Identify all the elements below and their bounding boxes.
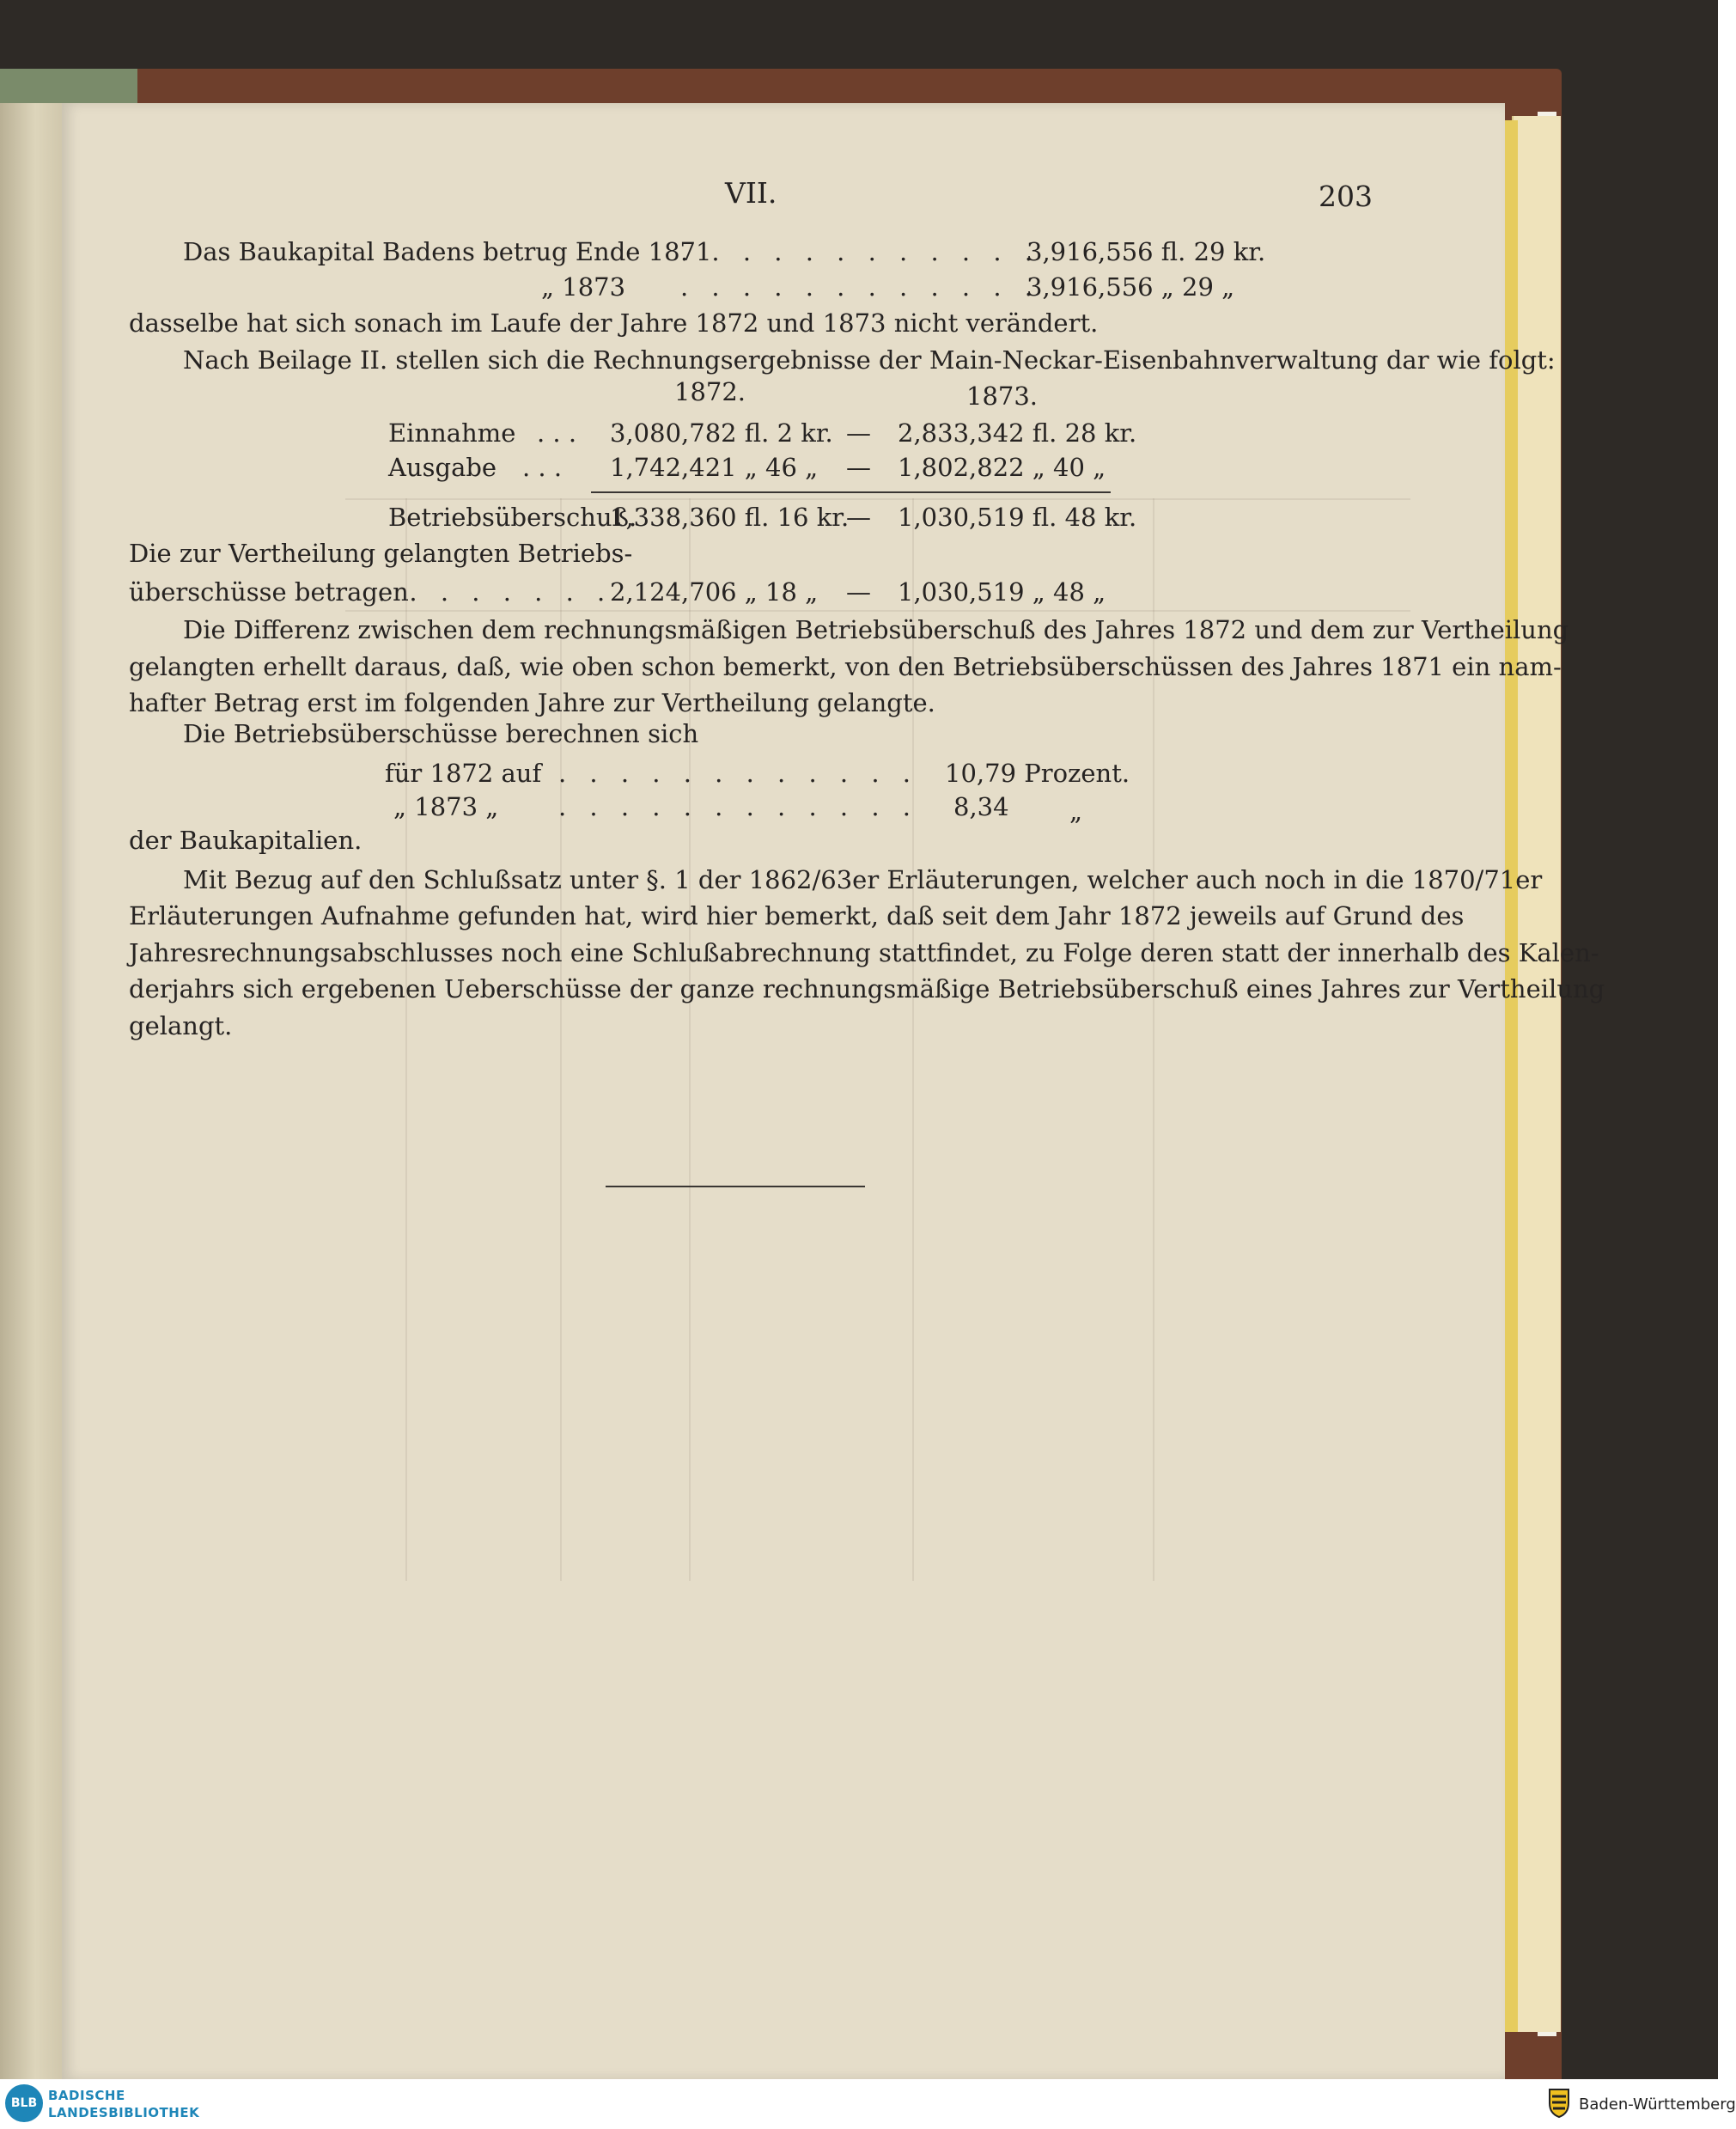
results-row-1873: 2,833,342 fl. 28 kr. — [898, 418, 1137, 448]
chapter-heading: VII. — [725, 176, 777, 210]
difference-line-3: hafter Betrag erst im folgenden Jahre zur Vertheilung gelangte. — [129, 688, 935, 717]
percentages-row-1-value: 10,79 Prozent. — [945, 759, 1130, 788]
distributed-1873: 1,030,519 „ 48 „ — [898, 577, 1106, 607]
bleed-through-line — [345, 610, 1410, 613]
distributed-label-line-1: Die zur Vertheilung gelangten Betriebs- — [129, 539, 633, 568]
results-column-1872: 1872. — [674, 377, 746, 406]
bleed-through-line — [345, 498, 1410, 501]
bank-capital-line-1-dots: . . . . . . . . . . . . — [680, 237, 1041, 266]
distributed-dots: . . . . . . . . — [378, 577, 613, 607]
bank-capital-line-1-value: 3,916,556 fl. 29 kr. — [1026, 237, 1266, 266]
footer-bar — [0, 2079, 1718, 2129]
percentages-row-1-dots: . . . . . . . . . . . . — [558, 759, 919, 788]
results-row-dots: . . . — [522, 453, 563, 482]
percentages-closing: der Baukapitalien. — [129, 826, 362, 855]
percentages-row-2-unit: „ — [1069, 796, 1083, 826]
page-number: 203 — [1319, 180, 1373, 213]
percentages-intro: Die Betriebsüberschüsse berechnen sich — [183, 719, 699, 748]
bank-capital-conclusion: dasselbe hat sich sonach im Laufe der Jahre 1872 und 1873 nicht verändert. — [129, 308, 1099, 338]
results-row-1873: 1,030,519 fl. 48 kr. — [898, 503, 1137, 532]
results-row-dash: — — [846, 418, 871, 448]
state-name: Baden-Württemberg — [1579, 2095, 1736, 2114]
results-row-dots: . . . — [537, 418, 577, 448]
results-row-1872: 3,080,782 fl. 2 kr. — [610, 418, 833, 448]
document-page — [62, 103, 1505, 2079]
results-intro: Nach Beilage II. stellen sich die Rechnungsergebnisse der Main-Neckar-Eisenbahnverwaltung dar wie folgt: — [183, 345, 1556, 375]
results-row-label: Einnahme — [388, 418, 516, 448]
end-rule — [606, 1186, 865, 1187]
library-name-line-2: LANDESBIBLIOTHEK — [48, 2105, 200, 2120]
distributed-1872: 2,124,706 „ 18 „ — [610, 577, 819, 607]
bank-capital-line-2-value: 3,916,556 „ 29 „ — [1026, 272, 1235, 302]
sum-rule — [591, 491, 1111, 493]
page-edge-cream — [1512, 116, 1561, 2032]
percentages-row-2-dots: . . . . . . . . . . . . — [558, 792, 919, 821]
difference-line-1: Die Differenz zwischen dem rechnungsmäßigen Betriebsüberschuß des Jahres 1872 und dem zur Vertheilung — [183, 615, 1569, 644]
percentages-row-2-label: „ 1873 „ — [393, 792, 499, 821]
results-row-dash: — — [846, 453, 871, 482]
results-row-1872: 1,338,360 fl. 16 kr. — [610, 503, 850, 532]
distributed-dash: — — [846, 577, 871, 607]
state-emblem-icon — [1546, 2084, 1572, 2119]
difference-line-2: gelangten erhellt daraus, daß, wie oben schon bemerkt, von den Betriebsüberschüssen des Jahres 1871 ein nam- — [129, 652, 1562, 681]
closing-paragraph-line-2: Erläuterungen Aufnahme gefunden hat, wird hier bemerkt, daß seit dem Jahr 1872 jeweils auf Grund des — [129, 901, 1465, 930]
closing-paragraph-line-1: Mit Bezug auf den Schlußsatz unter §. 1 der 1862/63er Erläuterungen, welcher auch noch in die 1870/71er — [183, 865, 1543, 894]
bank-capital-line-2-label: „ 1873 — [541, 272, 626, 302]
bank-capital-line-1-label: Das Baukapital Badens betrug Ende 1871 — [183, 237, 712, 266]
facing-page-edge — [0, 103, 64, 2079]
library-logo: BLB — [5, 2084, 43, 2122]
results-row-label: Betriebsüberschuß. — [388, 503, 637, 532]
results-column-1873: 1873. — [966, 381, 1039, 411]
closing-paragraph-line-5: gelangt. — [129, 1011, 233, 1040]
percentages-row-2-value: 8,34 — [953, 792, 1009, 821]
distributed-label-line-2: überschüsse betragen — [129, 577, 409, 607]
results-row-1872: 1,742,421 „ 46 „ — [610, 453, 819, 482]
closing-paragraph-line-3: Jahresrechnungsabschlusses noch eine Schlußabrechnung stattfindet, zu Folge deren statt der innerhalb des Kalen- — [129, 938, 1599, 967]
results-row-dash: — — [846, 503, 871, 532]
percentages-row-1-label: für 1872 auf — [385, 759, 542, 788]
library-name-line-1: BADISCHE — [48, 2088, 125, 2103]
results-row-1873: 1,802,822 „ 40 „ — [898, 453, 1106, 482]
closing-paragraph-line-4: derjahrs sich ergebenen Ueberschüsse der ganze rechnungsmäßige Betriebsüberschuß eines Jahres zur Vertheilung — [129, 974, 1605, 1003]
bank-capital-line-2-dots: . . . . . . . . . . . . — [680, 272, 1041, 302]
results-row-label: Ausgabe — [388, 453, 497, 482]
